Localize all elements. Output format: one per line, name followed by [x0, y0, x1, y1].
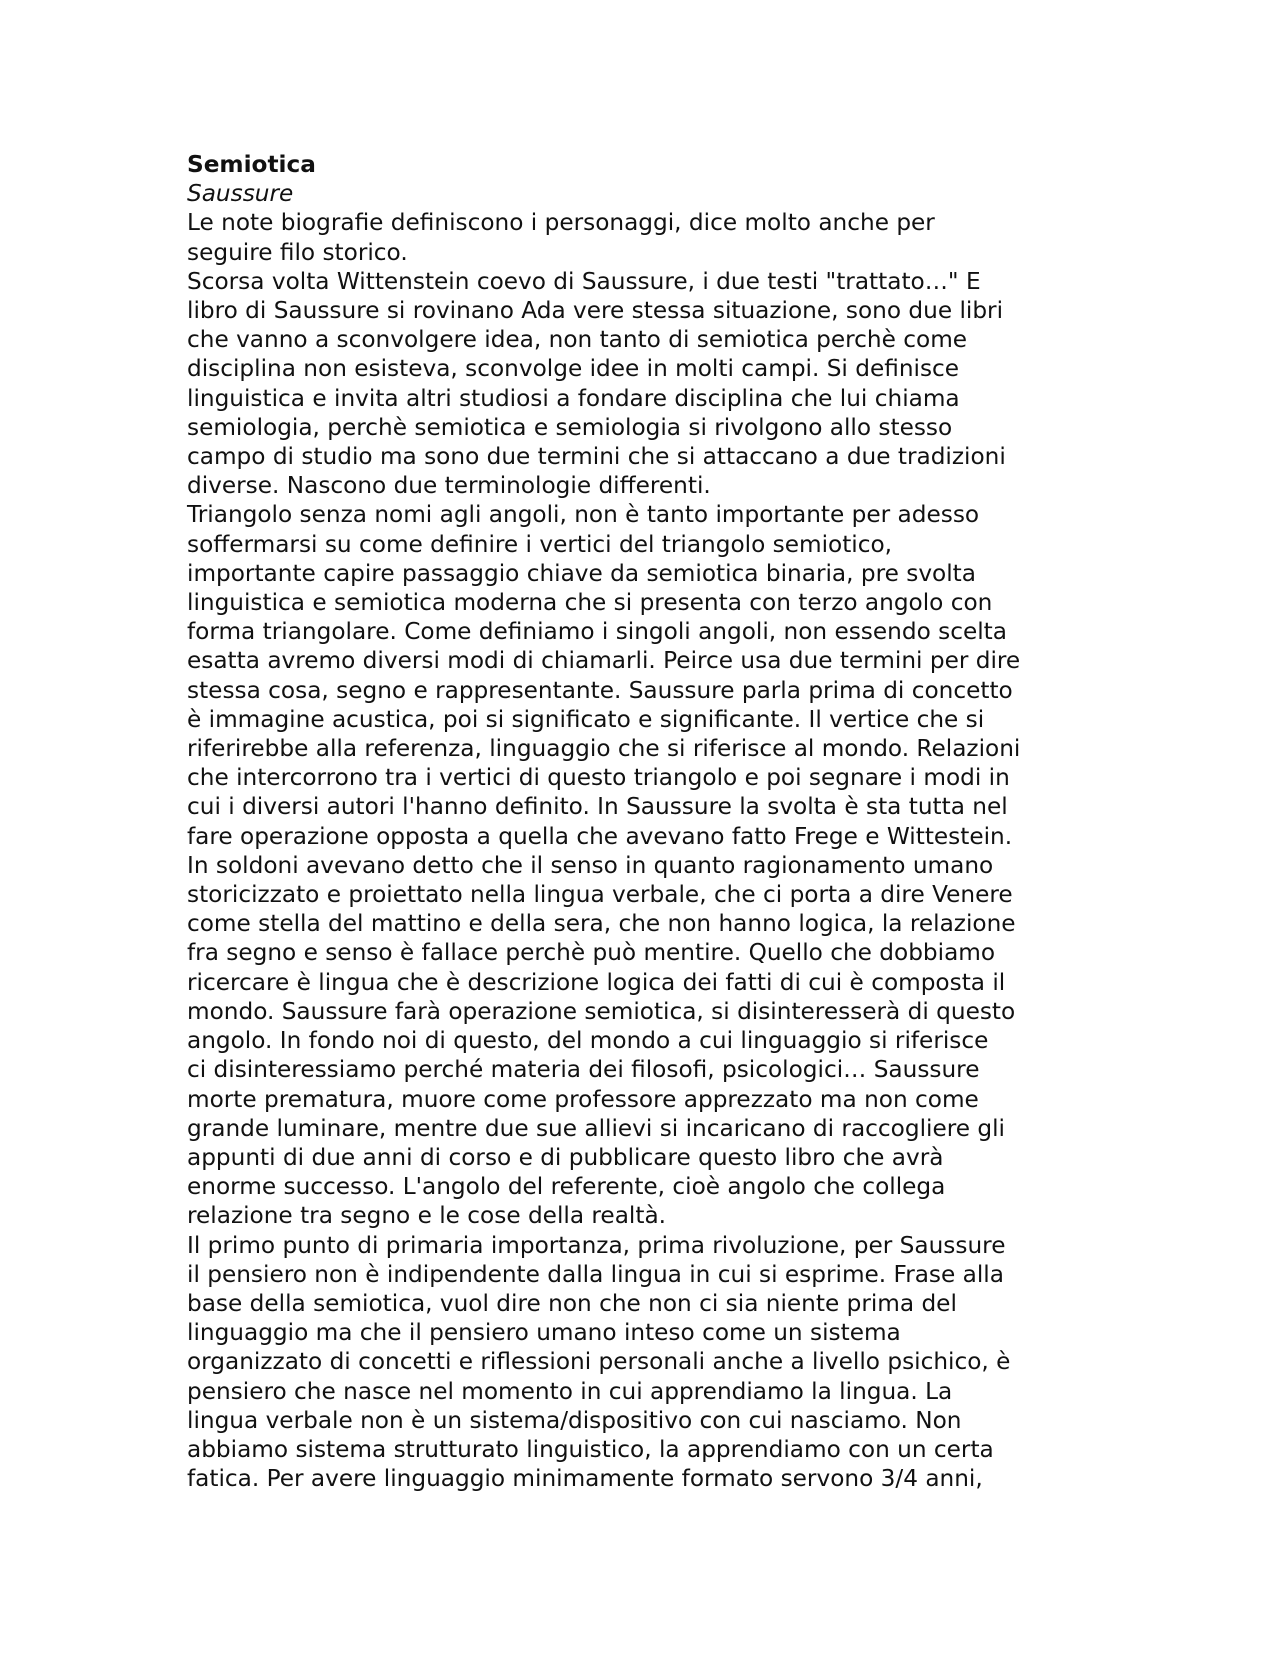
- text-line: angolo. In fondo noi di questo, del mondo a cui linguaggio si riferisce: [187, 1027, 989, 1055]
- text-line: riferirebbe alla referenza, linguaggio che si riferisce al mondo. Relazioni: [187, 735, 1021, 763]
- text-line: che vanno a sconvolgere idea, non tanto di semiotica perchè come: [187, 326, 968, 354]
- text-line: pensiero che nasce nel momento in cui apprendiamo la lingua. La: [187, 1377, 953, 1405]
- text-line: stessa cosa, segno e rappresentante. Saussure parla prima di concetto: [187, 676, 1013, 704]
- text-line: come stella del mattino e della sera, che non hanno logica, la relazione: [187, 910, 1016, 938]
- text-line: fra segno e senso è fallace perchè può mentire. Quello che dobbiamo: [187, 939, 996, 967]
- text-line: è immagine acustica, poi si significato e significante. Il vertice che si: [187, 705, 985, 733]
- text-line: mondo. Saussure farà operazione semiotica, si disinteresserà di questo: [187, 997, 1016, 1025]
- text-line: importante capire passaggio chiave da semiotica binaria, pre svolta: [187, 559, 976, 587]
- text-line: che intercorrono tra i vertici di questo triangolo e poi segnare i modi in: [187, 764, 1010, 792]
- text-line: appunti di due anni di corso e di pubblicare questo libro che avrà: [187, 1143, 944, 1171]
- text-line: enorme successo. L'angolo del referente, cioè angolo che collega: [187, 1173, 946, 1201]
- text-line: linguistica e semiotica moderna che si presenta con terzo angolo con: [187, 589, 993, 617]
- paragraph: [187, 208, 1097, 266]
- text-line: base della semiotica, vuol dire non che non ci sia niente prima del: [187, 1289, 957, 1317]
- text-line: semiologia, perchè semiotica e semiologia si rivolgono allo stesso: [187, 413, 953, 441]
- text-line: Le note biografie definiscono i personaggi, dice molto anche per: [187, 209, 935, 237]
- text-line: linguistica e invita altri studiosi a fondare disciplina che lui chiama: [187, 384, 960, 412]
- text-line: soffermarsi su come definire i vertici del triangolo semiotico,: [187, 530, 893, 558]
- text-line: campo di studio ma sono due termini che si attaccano a due tradizioni: [187, 443, 1006, 471]
- text-line: relazione tra segno e le cose della realtà.: [187, 1202, 667, 1230]
- paragraph: [187, 1231, 1097, 1494]
- text-line: linguaggio ma che il pensiero umano inteso come un sistema: [187, 1319, 901, 1347]
- text-line: seguire filo storico.: [187, 238, 408, 266]
- text-line: fare operazione opposta a quella che avevano fatto Frege e Wittestein.: [187, 822, 1013, 850]
- text-line: storicizzato e proiettato nella lingua verbale, che ci porta a dire Venere: [187, 881, 1013, 909]
- text-line: organizzato di concetti e riflessioni personali anche a livello psichico, è: [187, 1348, 1011, 1376]
- paragraph: [187, 267, 1097, 501]
- text-line: Triangolo senza nomi agli angoli, non è tanto importante per adesso: [187, 501, 980, 529]
- text-line: In soldoni avevano detto che il senso in quanto ragionamento umano: [187, 851, 994, 879]
- text-line: morte prematura, muore come professore apprezzato ma non come: [187, 1085, 979, 1113]
- text-line: forma triangolare. Come definiamo i singoli angoli, non essendo scelta: [187, 618, 1007, 646]
- text-line: ci disinteressiamo perché materia dei filosofi, psicologici… Saussure: [187, 1056, 980, 1084]
- document-page: [187, 150, 1097, 1493]
- text-line: esatta avremo diversi modi di chiamarli. Peirce usa due termini per dire: [187, 647, 1021, 675]
- text-line: il pensiero non è indipendente dalla lingua in cui si esprime. Frase alla: [187, 1260, 1004, 1288]
- document-title: Semiotica: [187, 151, 316, 178]
- document-subtitle: Saussure: [187, 180, 294, 208]
- text-line: cui i diversi autori l'hanno definito. In Saussure la svolta è sta tutta nel: [187, 793, 1008, 821]
- text-line: abbiamo sistema strutturato linguistico, la apprendiamo con un certa: [187, 1435, 994, 1463]
- document-body: [187, 208, 1097, 1493]
- paragraph: [187, 500, 1097, 1230]
- text-line: diverse. Nascono due terminologie differenti.: [187, 472, 711, 500]
- text-line: Il primo punto di primaria importanza, prima rivoluzione, per Saussure: [187, 1231, 1006, 1259]
- text-line: lingua verbale non è un sistema/dispositivo con cui nasciamo. Non: [187, 1406, 962, 1434]
- text-line: fatica. Per avere linguaggio minimamente formato servono 3/4 anni,: [187, 1465, 983, 1493]
- text-line: grande luminare, mentre due sue allievi si incaricano di raccogliere gli: [187, 1114, 1005, 1142]
- text-line: Scorsa volta Wittenstein coevo di Saussure, i due testi "trattato…" E: [187, 267, 981, 295]
- text-line: ricercare è lingua che è descrizione logica dei fatti di cui è composta il: [187, 968, 1006, 996]
- text-line: libro di Saussure si rovinano Ada vere stessa situazione, sono due libri: [187, 297, 1004, 325]
- text-line: disciplina non esisteva, sconvolge idee in molti campi. Si definisce: [187, 355, 960, 383]
